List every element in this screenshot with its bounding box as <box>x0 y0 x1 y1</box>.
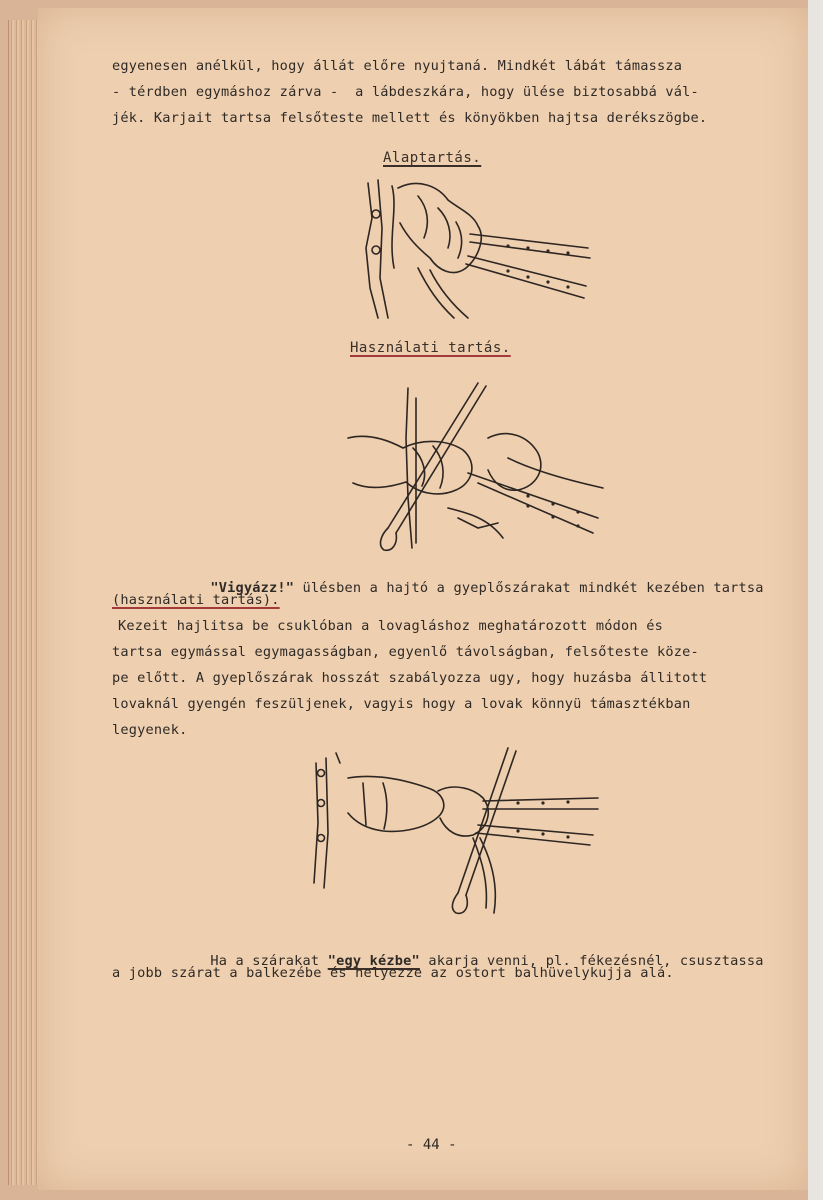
illustration-use-position <box>328 378 608 553</box>
para2-line-2: (használati tartás). <box>112 592 280 608</box>
para3-line-4: lovaknál gyengén feszüljenek, vagyis hogy a lovak könnyü támasztékban <box>112 696 691 712</box>
para3-line-1: Kezeit hajlitsa be csuklóban a lovagláshoz meghatározott módon és <box>118 618 663 634</box>
para4-line-2: a jobb szárat a balkezébe és helyezze az ostort balhüvelykujja alá. <box>112 965 674 981</box>
scan-border <box>808 0 823 1200</box>
illustration-one-hand <box>308 743 608 918</box>
caption-basic-position: Alaptartás. <box>383 150 482 166</box>
document-page <box>38 8 808 1190</box>
intro-line-2: - térdben egymáshoz zárva - a lábdeszkára, hogy ülése biztosabbá vál- <box>112 84 699 100</box>
intro-line-1: egyenesen anélkül, hogy állát előre nyujtaná. Mindkét lábát támassza <box>112 58 683 74</box>
para3-line-5: legyenek. <box>112 722 188 738</box>
page-stack-edge <box>8 20 41 1185</box>
page-number: - 44 - <box>406 1137 457 1153</box>
egy-kezbe-term: "egy kézbe" <box>327 953 420 969</box>
intro-line-3: jék. Karjait tartsa felsőteste mellett és könyökben hajtsa derékszögbe. <box>112 110 708 126</box>
illustration-basic-position <box>358 178 598 323</box>
vigyazz-term: "Vigyázz!" <box>210 580 295 596</box>
caption-use-position: Használati tartás. <box>350 340 511 356</box>
para4-line-1-c: akarja venni, pl. fékezésnél, csusztassa <box>419 953 764 969</box>
para2-line-1-rest: ülésben a hajtó a gyeplőszárakat mindkét kezében tartsa <box>294 580 764 596</box>
para4-line-1-a: Ha a szárakat <box>210 953 328 969</box>
para3-line-2: tartsa egymással egymagasságban, egyenlő távolságban, felsőteste köze- <box>112 644 699 660</box>
para3-line-3: pe előtt. A gyeplőszárak hosszát szabályozza ugy, hogy huzásba állitott <box>112 670 708 686</box>
